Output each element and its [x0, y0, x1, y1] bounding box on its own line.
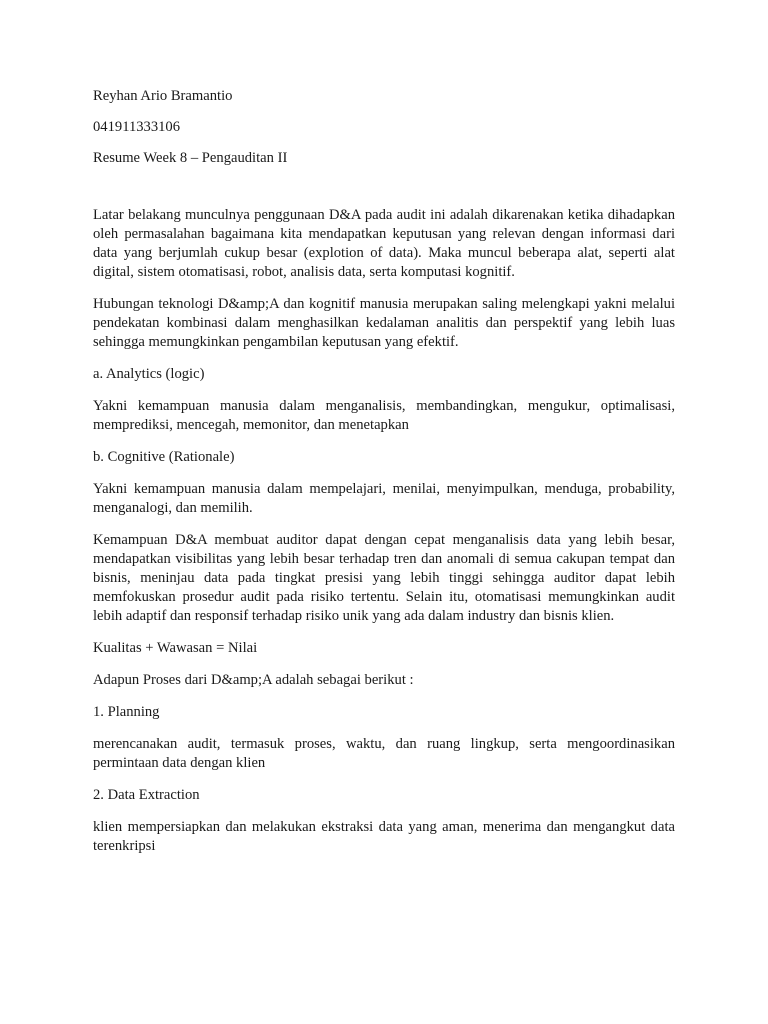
paragraph-analytics: Yakni kemampuan manusia dalam menganalisis, membandingkan, mengukur, optimalisasi, memprediksi, mencegah, memonitor, dan menetapkan	[93, 398, 675, 433]
paragraph-cognitive: Yakni kemampuan manusia dalam mempelajari, menilai, menyimpulkan, menduga, probability, menganalogi, dan memilih.	[93, 481, 675, 516]
paragraph-planning: merencanakan audit, termasuk proses, waktu, dan ruang lingkup, serta mengoordinasikan permintaan data dengan klien	[93, 736, 675, 771]
process-intro: Adapun Proses dari D&amp;A adalah sebagai berikut :	[93, 672, 414, 688]
heading-analytics: a. Analytics (logic)	[93, 366, 205, 382]
author-name: Reyhan Ario Bramantio	[93, 88, 233, 104]
document-title: Resume Week 8 – Pengauditan II	[93, 150, 288, 166]
formula-line: Kualitas + Wawasan = Nilai	[93, 640, 258, 656]
document-content	[93, 87, 675, 856]
paragraph-capabilities: Kemampuan D&A membuat auditor dapat dengan cepat menganalisis data yang lebih besar, mendapatkan visibilitas yang lebih besar terhadap tren dan anomali di semua cakupan tempat dan bisnis, meninjau data pada tingkat presisi yang lebih tinggi sehingga auditor dapat lebih memfokuskan prosedur audit pada risiko tertentu. Selain itu, otomatisasi memungkinkan audit lebih adaptif dan responsif terhadap risiko unik yang ada dalam industry dan bisnis klien.	[93, 532, 675, 624]
paragraph-data-extraction: klien mempersiapkan dan melakukan ekstraksi data yang aman, menerima dan mengangkut data terenkripsi	[93, 819, 675, 854]
heading-cognitive: b. Cognitive (Rationale)	[93, 449, 235, 465]
heading-planning: 1. Planning	[93, 704, 160, 720]
paragraph-relationship: Hubungan teknologi D&amp;A dan kognitif manusia merupakan saling melengkapi yakni melalui pendekatan kombinasi dalam menghasilkan kedalaman analitis dan perspektif yang lebih luas sehingga memungkinkan pengambilan keputusan yang efektif.	[93, 296, 675, 350]
student-id: 041911333106	[93, 119, 181, 135]
paragraph-background: Latar belakang munculnya penggunaan D&A pada audit ini adalah dikarenakan ketika dihadapkan oleh permasalahan bagaimana kita mendapatkan keputusan yang relevan dengan informasi dari data yang berjumlah cukup besar (explotion of data). Maka muncul beberapa alat, seperti alat digital, sistem otomatisasi, robot, analisis data, serta komputasi kognitif.	[93, 207, 675, 280]
heading-data-extraction: 2. Data Extraction	[93, 787, 200, 803]
